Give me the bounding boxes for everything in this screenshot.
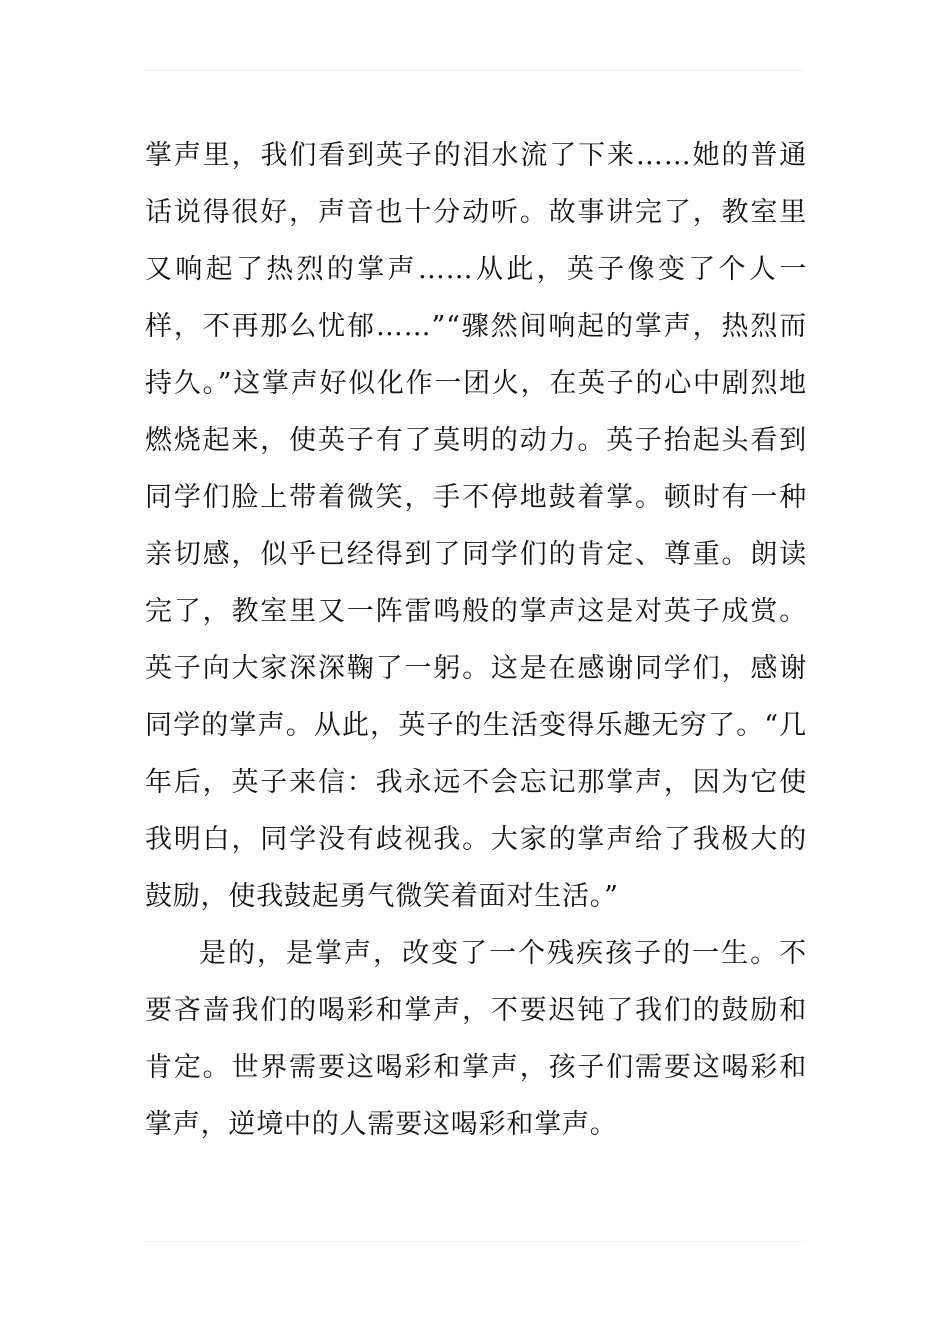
document-body bbox=[145, 127, 807, 1153]
paragraph-1: 掌声里，我们看到英子的泪水流了下来……她的普通话说得很好，声音也十分动听。故事讲完了，教室里又响起了热烈的掌声……从此，英子像变了个人一样，不再那么忧郁……”“骤然间响起的掌声，热烈而持久。”这掌声好似化作一团火，在英子的心中剧烈地燃烧起来，使英子有了莫明的动力。英子抬起头看到同学们脸上带着微笑，手不停地鼓着掌。顿时有一种亲切感，似乎已经得到了同学们的肯定、尊重。朗读完了，教室里又一阵雷鸣般的掌声这是对英子成赏。英子向大家深深鞠了一躬。这是在感谢同学们，感谢同学的掌声。从此，英子的生活变得乐趣无穷了。“几年后，英子来信：我永远不会忘记那掌声，因为它使我明白，同学没有歧视我。大家的掌声给了我极大的鼓励，使我鼓起勇气微笑着面对生活。” bbox=[145, 140, 807, 912]
paragraph-2: 是的，是掌声，改变了一个残疾孩子的一生。不要吝啬我们的喝彩和掌声，不要迟钝了我们的鼓励和肯定。世界需要这喝彩和掌声，孩子们需要这喝彩和掌声，逆境中的人需要这喝彩和掌声。 bbox=[145, 938, 807, 1140]
header-rule bbox=[145, 70, 805, 71]
footer-rule bbox=[145, 1241, 805, 1242]
